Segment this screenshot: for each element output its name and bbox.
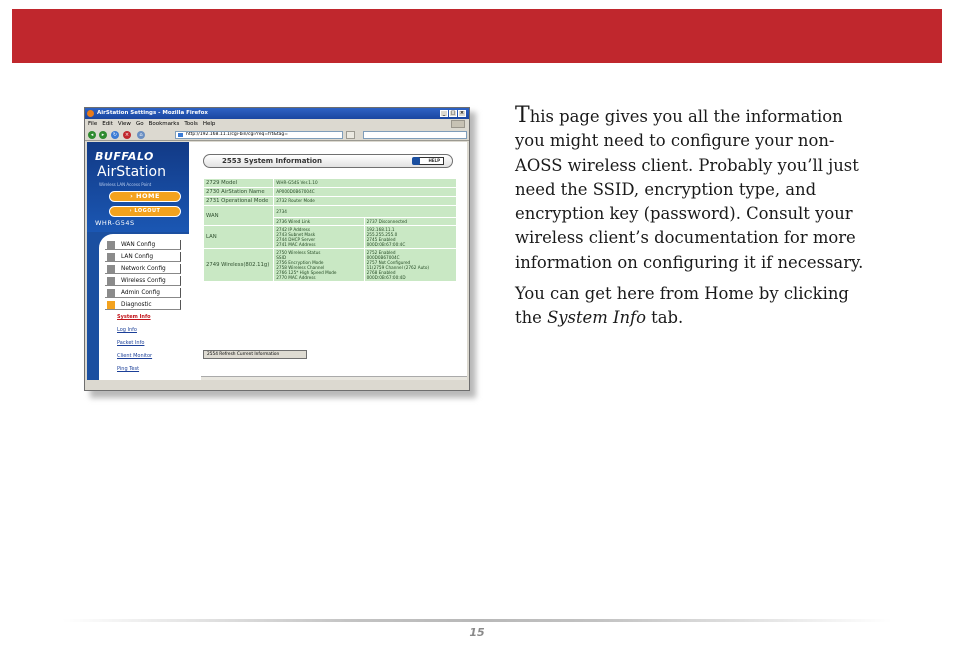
lan-value: 000D:0B:67:00:4C: [366, 242, 406, 247]
row-label: 2749 Wireless(802.11g): [204, 249, 274, 282]
browser-search-box: [363, 131, 467, 139]
table-row: [204, 188, 457, 197]
wireless-line: 2758 Wireless Channel: [276, 265, 325, 270]
wireless-line: 2766 125* High Speed Mode: [276, 270, 337, 275]
nav-label: Network Config: [121, 266, 166, 272]
wireless-line: 2756 Encryption Mode: [276, 260, 324, 265]
lan-value: 255.255.255.0: [366, 232, 398, 237]
logout-button-label: LOGOUT: [134, 208, 161, 214]
stop-icon: ×: [124, 132, 130, 138]
nav-label: LAN Config: [121, 254, 154, 260]
row-label: WAN: [204, 206, 274, 226]
wireless-value: 2768 Enabled: [366, 270, 396, 275]
nav-admin-config: [105, 288, 181, 298]
lan-value: 192.168.11.1: [366, 227, 395, 232]
page-number: 15: [469, 626, 485, 639]
window-title: AirStation Settings - Mozilla Firefox: [97, 110, 208, 116]
row-value: 2734: [274, 206, 457, 218]
refresh-button: 2554 Refresh Current Information: [203, 350, 307, 359]
nav-lan-config: [105, 252, 181, 262]
nav-marker-icon: [107, 289, 115, 297]
row-value: WHR-G54S Ver.1.10: [274, 179, 457, 188]
help-button: HELP: [414, 157, 444, 165]
reload-icon: ↻: [112, 132, 118, 138]
row-sublabel: [274, 249, 364, 282]
config-nav-panel: [99, 234, 189, 380]
nav-label: WAN Config: [121, 242, 156, 248]
logout-button: › LOGOUT: [109, 206, 181, 217]
row-label: 2729 Model: [204, 179, 274, 188]
home-icon: ⌂: [137, 131, 145, 139]
row-label: 2730 AirStation Name: [204, 188, 274, 197]
wireless-value: 2752 Enabled: [366, 250, 396, 255]
nav-marker-active-icon: [107, 301, 115, 309]
body-text: [515, 104, 875, 338]
forward-icon: ▸: [99, 131, 107, 139]
address-bar: http://192.168.11.1/cgi-bin/cgi?req=frt&tag=: [175, 131, 343, 139]
menu-file: File: [88, 121, 98, 127]
menu-edit: Edit: [102, 121, 113, 127]
throbber-icon: [451, 120, 465, 128]
table-row: [204, 179, 457, 188]
row-value: [364, 226, 456, 249]
link-ping-test: Ping Test: [117, 366, 140, 372]
menu-go: Go: [135, 121, 144, 127]
home-button: › HOME: [109, 191, 181, 202]
wireless-value: 000D:0B:67:00:4D: [366, 275, 406, 280]
lan-line: 2741 MAC Address: [276, 242, 316, 247]
row-label: LAN: [204, 226, 274, 249]
wireless-value: 000D0B67004C: [366, 255, 400, 260]
row-label: 2731 Operational Mode: [204, 197, 274, 206]
menu-tools: Tools: [184, 121, 198, 127]
nav-label: Diagnostic: [121, 302, 152, 308]
link-client-monitor: Client Monitor: [117, 353, 153, 359]
row-sublabel: 2736 Wired Link: [274, 218, 364, 226]
brand-area: [87, 142, 189, 232]
lan-value: 2745 Enabled: [366, 237, 396, 242]
wireless-line: SSID: [276, 255, 287, 260]
menu-view: View: [117, 121, 131, 127]
row-value: AP000D0B67004C: [274, 188, 457, 197]
header-banner: [12, 9, 942, 63]
link-packet-info: Packet Info: [117, 340, 145, 346]
nav-marker-icon: [107, 277, 115, 285]
link-system-info: System Info: [117, 314, 151, 320]
router-page: [87, 142, 467, 380]
drop-cap: T: [515, 103, 530, 128]
table-row: [204, 197, 457, 206]
system-info-header: [203, 154, 453, 168]
wireless-line: 2770 MAC Address: [276, 275, 316, 280]
firefox-icon: [87, 110, 94, 117]
table-row: [204, 206, 457, 218]
airstation-logo: AirStation: [97, 164, 166, 180]
nav-marker-icon: [107, 253, 115, 261]
nav-marker-icon: [107, 265, 115, 273]
browser-toolbar: [85, 129, 469, 141]
home-button-label: HOME: [136, 192, 160, 200]
nav-wireless-config: [105, 276, 181, 286]
wireless-value: 11(2759 Channel (2762 Auto): [366, 265, 430, 270]
system-info-title: 2553 System Information: [222, 157, 322, 165]
nav-diagnostic: [105, 300, 181, 310]
row-value: 2737 Disconnected: [364, 218, 456, 226]
paragraph-intro-text: his page gives you all the information you might need to configure your non-AOSS wireless client. Probably you’ll just need the SSID, encryption type, and encryption key (password). Consult your wireless client’s documentation for more information on configuring it if necessary.: [515, 107, 864, 272]
nav-wan-config: [105, 240, 181, 250]
system-info-table: [203, 178, 457, 282]
menu-help: Help: [202, 121, 216, 127]
footer-rule: [62, 619, 892, 622]
paragraph-navigation-end: tab.: [645, 308, 684, 328]
browser-screenshot: [84, 107, 470, 391]
system-info-tab-ref: System Info: [547, 308, 646, 328]
nav-network-config: [105, 264, 181, 274]
table-row: [204, 226, 457, 249]
row-sublabel: [274, 226, 364, 249]
paragraph-navigation-text: You can get here from Home by clicking the: [515, 284, 849, 328]
nav-label: Admin Config: [121, 290, 160, 296]
browser-menu-bar: [85, 119, 469, 129]
wireless-line: 2750 Wireless Status: [276, 250, 321, 255]
nav-marker-icon: [107, 241, 115, 249]
lan-line: 2744 DHCP Server: [276, 237, 316, 242]
paragraph-intro: [515, 104, 875, 275]
row-value: [364, 249, 456, 282]
minimize-icon: _: [440, 110, 448, 117]
nav-label: Wireless Config: [121, 278, 166, 284]
brand-tagline: Wireless LAN Access Point: [99, 182, 152, 187]
table-row: [204, 249, 457, 282]
go-icon: [346, 131, 355, 139]
model-label: WHR-G54S: [95, 219, 135, 227]
router-sidebar: [87, 142, 189, 380]
paragraph-navigation: [515, 282, 875, 331]
lan-line: 2742 IP Address: [276, 227, 311, 232]
maximize-icon: □: [450, 110, 456, 116]
back-icon: ◂: [88, 131, 96, 139]
buffalo-logo: BUFFALO: [95, 150, 154, 163]
router-main: [201, 142, 463, 380]
menu-bookmarks: Bookmarks: [148, 121, 180, 127]
window-title-bar: [85, 108, 469, 119]
close-icon: ×: [459, 110, 465, 116]
wireless-value: 2757 Not Configured: [366, 260, 411, 265]
link-log-info: Log Info: [117, 327, 137, 333]
lan-line: 2743 Subnet Mask: [276, 232, 316, 237]
window-controls: [440, 110, 466, 117]
horizontal-scrollbar: [201, 376, 467, 380]
row-value: 2732 Router Mode: [274, 197, 457, 206]
